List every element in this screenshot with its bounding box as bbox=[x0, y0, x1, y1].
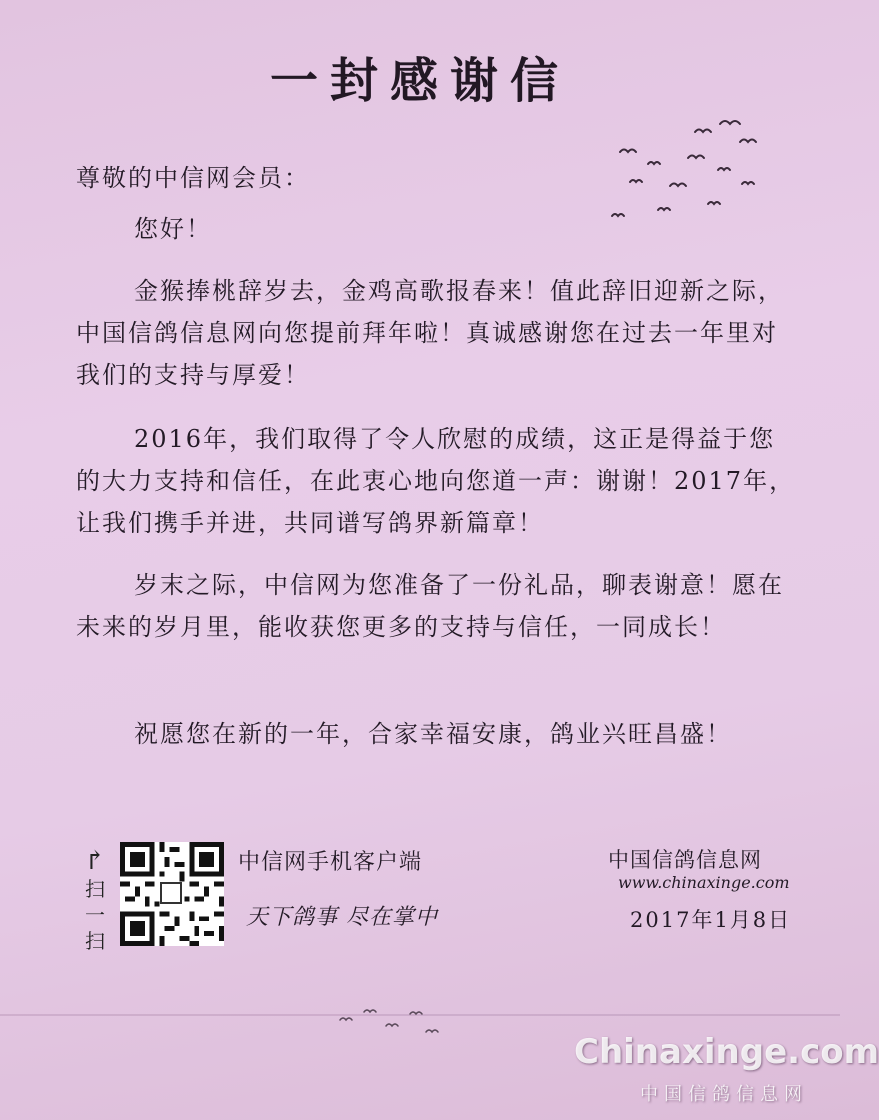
mobile-app-label: 中信网手机客户端 bbox=[238, 850, 423, 875]
scan-label: 扫一扫 bbox=[85, 877, 105, 953]
paragraph-new-year: 金猴捧桃辞岁去，金鸡高歌报春来！值此辞旧迎新之际，中国信鸽信息网向您提前拜年啦！真诚感谢您在过去一年里对我们的支持与厚爱！ bbox=[76, 277, 784, 389]
watermark-site-name: 中国信鸽信息网 bbox=[640, 1084, 808, 1105]
hello-line: 您好！ bbox=[134, 215, 212, 243]
signature-organization: 中国信鸽信息网 bbox=[608, 848, 762, 872]
qr-logo-icon bbox=[160, 882, 182, 904]
slogan: 天下鸽事 尽在掌中 bbox=[246, 905, 438, 930]
signature-date: 2017年1月8日 bbox=[630, 908, 792, 932]
curved-arrow-icon: ↱ bbox=[84, 846, 106, 876]
flying-birds-decoration bbox=[600, 112, 770, 232]
watermark-brand: Chinaxinge.com bbox=[574, 1032, 879, 1072]
paragraph-gift: 岁末之际，中信网为您准备了一份礼品，聊表谢意！愿在未来的岁月里，能收获您更多的支持与信任，一同成长！ bbox=[76, 571, 784, 641]
bottom-birds-decoration bbox=[330, 1000, 450, 1050]
salutation: 尊敬的中信网会员： bbox=[76, 164, 310, 192]
letter-title: 一封感谢信 bbox=[269, 53, 570, 109]
signature-url[interactable]: www.chinaxinge.com bbox=[618, 873, 790, 892]
paragraph-wishes: 祝愿您在新的一年，合家幸福安康，鸽业兴旺昌盛！ bbox=[134, 720, 732, 748]
paragraph-thanks: 2016年，我们取得了令人欣慰的成绩，这正是得益于您的大力支持和信任，在此衷心地向您道一声：谢谢！2017年，让我们携手并进，共同谱写鸽界新篇章！ bbox=[76, 425, 796, 537]
